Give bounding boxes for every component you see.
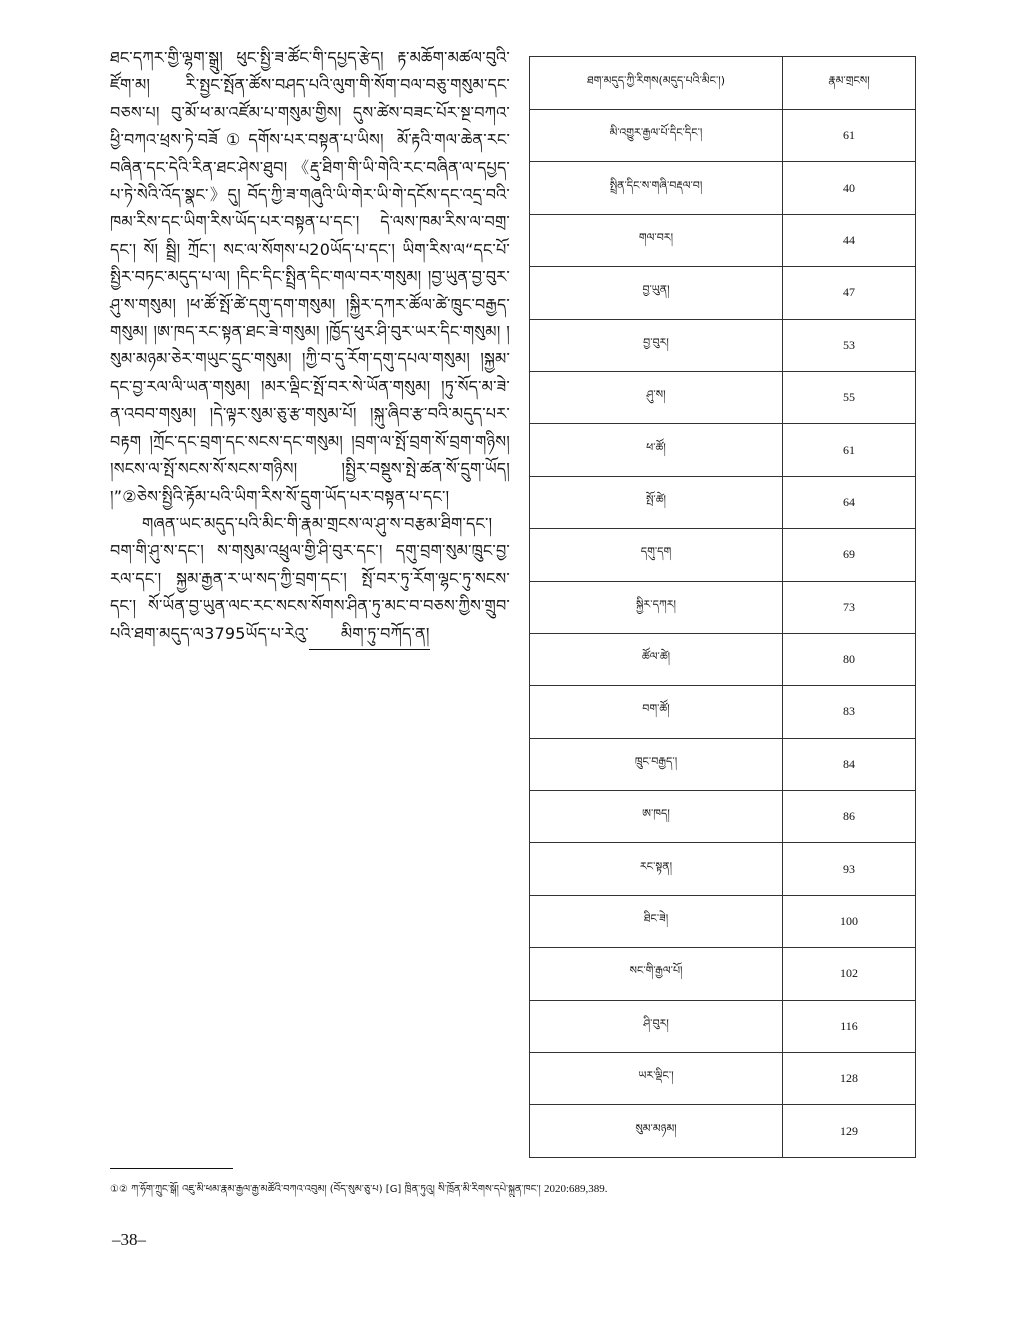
table-header-row xyxy=(530,57,916,110)
table-row xyxy=(530,110,916,162)
table-cell-knot: ཨ་ཁད། xyxy=(530,791,783,843)
table-cell-count: 116 xyxy=(783,1000,916,1052)
table-row xyxy=(530,1000,916,1052)
table-row xyxy=(530,633,916,685)
table-cell-count: 61 xyxy=(783,110,916,162)
table-cell-count: 128 xyxy=(783,1053,916,1105)
footnote-citation: 2020:689,389. xyxy=(543,1183,608,1195)
table-cell-count: 53 xyxy=(783,319,916,371)
footnote-divider xyxy=(110,1168,233,1169)
table-cell-count: 64 xyxy=(783,476,916,528)
footnote-text: ①② ཀ་ཧོག་ཀྲུང་སྒོ། འཇུ་མི་ཕམ་རྣམ་རྒྱལ་རྒྱ་མཚོའི་བཀའ་འབུམ། (བོད་སུམ་ཅུ་པ) [G] ཁྲིན་ཏུའུ། སི་ཁྲོན་མི་རིགས་དཔེ་སྐྲུན་ཁང་། xyxy=(110,1184,541,1195)
table-cell-count: 84 xyxy=(783,738,916,790)
table-row xyxy=(530,424,916,476)
table-cell-count: 83 xyxy=(783,686,916,738)
table-row xyxy=(530,895,916,947)
table-cell-knot: ཕ་ཚོ། xyxy=(530,424,783,476)
table-row xyxy=(530,1053,916,1105)
table-cell-knot: དགུ་དག xyxy=(530,529,783,581)
table-row xyxy=(530,319,916,371)
table-cell-knot: ཚོལ་ཚེ། xyxy=(530,633,783,685)
table-cell-count: 61 xyxy=(783,424,916,476)
table-row xyxy=(530,371,916,423)
table-cell-knot: སུམ་མཉམ། xyxy=(530,1105,783,1157)
table-row xyxy=(530,529,916,581)
table-cell-knot: བག་ཚོ། xyxy=(530,686,783,738)
table-cell-knot: རང་སྟན། xyxy=(530,843,783,895)
paragraph-2-text: གཞན་ཡང་མདུད་པའི་མིང་གི་རྣམ་གྲངས་ལ་ཤུ་ས་བརྩམ་ཐིག་དང་། བག་གི་ཤུ་ས་དང་། ས་གསུམ་འཕྲུལ་གྱི་ཤི་བུར་དང་། དགུ་བྲག་སུམ་ཁྲུང་བྱ་རལ་དང་། སྐྱམ་རྒྱན་ར་ཡ་སད་ཀྱི་བྲག་དང་། སྤོ་བར་ཏུ་རོག་ལྷང་ཏུ་སངས་དང་། སོ་ཡོན་བྱ་ཡུན་ལང་རང་སངས་སོགས་ཤིན་ཏུ་མང་བ་བཅས་ཀྱིས་གྲུབ་པའི་ཐག་མདུད་ལ3795ཡོད་པ་རེའུ་ xyxy=(110,513,510,643)
paragraph-1: ཐང་དཀར་གྱི་ལྷག་སྒྲུ། ཕུང་སྤྱི་ཟ་ཚོང་གི་དཔྱད་རྩེད། རྟ་མཆོག་མཚལ་བུའི་ཛོག་མ། རི་སྤྱང་སྤོན་ཚོས་བཤད་པའི་ལུག་གི་སོག་བལ་བཅུ་གསུམ་དང་བཅས་པ། བུ་མོ་ཕ་མ་འཛོམ་པ་གསུམ་གྱིས། དུས་ཚེས་བཟང་པོར་སྔ་བཀའ་ཕྱི་བཀའ་ཕྲས་ཏེ་བཟོ①དགོས་པར་བསྟན་པ་ཡིས། མོ་རྟའི་གལ་ཆེན་རང་བཞིན་དང་དེའི་རིན་ཐང་ཤེས་ཐུབ། 《རྡུ་ཐིག་གི་ཡི་གེའི་རང་བཞིན་ལ་དཔྱད་པ་ཏེ་སེའི་འོད་སྣང་》དུ། བོད་ཀྱི་ཟ་གཞུའི་ཡི་གེར་ཡི་གེ་དངོས་དང་འདྲ་བའི་ཁམ་རིས་དང་ཡིག་རིས་ཡོད་པར་བསྟན་པ་དང་། དེ་ལས་ཁམ་རིས་ལ་བགྲ་དང་། སོ། སྦྲི། ཀྲོང་། སང་ལ་སོགས་པ20ཡོད་པ་དང་། ཡིག་རིས་ལ“དང་པོ་སྤྱིར་བཏང་མདུད་པ་ལ། །དིང་དིང་སྤྲིན་དིང་གལ་བར་གསུམ། །བྱ་ཡུན་བྱ་བུར་ཤུ་ས་གསུམ། །ཕ་ཚོ་སྤོ་ཚེ་དགུ་དག་གསུམ། །སྐྱིར་དཀར་ཚོལ་ཚེ་ཁྲུང་བརྒྱད་གསུམ། །ཨ་ཁད་རང་སྟན་ཐང་ཟེ་གསུམ། །ཁྱོད་ཕུར་ཤི་བུར་ཡར་དིང་གསུམ། །སུམ་མཉམ་ཅེར་གཡུང་དྲུང་གསུམ། །ཀྱི་བ་དུ་རོག་དགུ་དཔལ་གསུམ། །སྐྱམ་དང་བྱ་རལ་ལི་ཡན་གསུམ། །མར་ལྡིང་སྤོ་བར་སེ་ཡོན་གསུམ། །ཏུ་སོད་མ་ཟེ་ན་འབབ་གསུམ། །དེ་ལྟར་སུམ་ཅུ་རྩ་གསུམ་པོ། །སྐུ་ཞིབ་རྩ་བའི་མདུད་པར་བརྟག །ཀྲོང་དང་བྲག་དང་སངས་དང་གསུམ། །བྲག་ལ་སྤོ་བྲག་སོ་བྲག་གཉིས། །སངས་ལ་སྤོ་སངས་སོ་སངས་གཉིས། །སྤྱིར་བསྡུས་སྤེ་ཚན་སོ་དྲུག་ཡོད། །”②ཅེས་སྤྱིའི་རྟོམ་པའི་ཡིག་རིས་སོ་དྲུག་ཡོད་པར་བསྟན་པ་དང་། xyxy=(110,48,510,506)
table-row xyxy=(530,214,916,266)
table-cell-count: 102 xyxy=(783,948,916,1000)
table-row xyxy=(530,791,916,843)
knot-types-table xyxy=(529,56,916,1158)
table-cell-count: 80 xyxy=(783,633,916,685)
footnote xyxy=(110,1182,900,1197)
table-row xyxy=(530,476,916,528)
table-cell-knot: ཡར་ལྡིང་། xyxy=(530,1053,783,1105)
table-row xyxy=(530,581,916,633)
table-cell-count: 40 xyxy=(783,162,916,214)
table-cell-knot: ཤི་བུར། xyxy=(530,1000,783,1052)
table-cell-count: 47 xyxy=(783,267,916,319)
table-row xyxy=(530,686,916,738)
table-row xyxy=(530,948,916,1000)
table-cell-knot: སྤོ་ཚེ། xyxy=(530,476,783,528)
table-cell-knot: སྐྱིར་དཀར། xyxy=(530,581,783,633)
table-cell-knot: མི་འགྱུར་རྒྱལ་པོ་དིང་དིང་། xyxy=(530,110,783,162)
table-row xyxy=(530,162,916,214)
table-cell-count: 69 xyxy=(783,529,916,581)
table-cell-knot: བྱ་ཡུན། xyxy=(530,267,783,319)
table-cell-knot: སང་གི་རྒྱལ་པོ། xyxy=(530,948,783,1000)
table-cell-count: 44 xyxy=(783,214,916,266)
table-cell-count: 100 xyxy=(783,895,916,947)
page-number: –38– xyxy=(112,1230,146,1249)
table-cell-knot: ཐིང་ཟེ། xyxy=(530,895,783,947)
table-cell-knot: སྤྲིན་དིང་ས་གཞི་བརྡལ་བ། xyxy=(530,162,783,214)
table-header-count: རྣམ་གྲངས། xyxy=(783,57,916,110)
table-row xyxy=(530,1105,916,1157)
table-cell-knot: ཁྲུང་བརྒྱད་། xyxy=(530,738,783,790)
table-cell-knot: ཤུ་ས། xyxy=(530,371,783,423)
table-cell-knot: གལ་བར། xyxy=(530,214,783,266)
table-cell-knot: བྱ་བུར། xyxy=(530,319,783,371)
table-cell-count: 93 xyxy=(783,843,916,895)
table-cell-count: 129 xyxy=(783,1105,916,1157)
table-row xyxy=(530,267,916,319)
table-cell-count: 73 xyxy=(783,581,916,633)
table-cell-count: 55 xyxy=(783,371,916,423)
table-row xyxy=(530,843,916,895)
body-text xyxy=(110,44,510,650)
table-header-knot-type: ཐག་མདུད་ཀྱི་རིགས(མདུད་པའི་མིང་།) xyxy=(530,57,783,110)
table-row xyxy=(530,738,916,790)
table-cell-count: 86 xyxy=(783,791,916,843)
paragraph-2-last-line: མིག་ཏུ་བཀོད་ན། xyxy=(309,620,430,650)
paragraph-2 xyxy=(110,510,510,650)
